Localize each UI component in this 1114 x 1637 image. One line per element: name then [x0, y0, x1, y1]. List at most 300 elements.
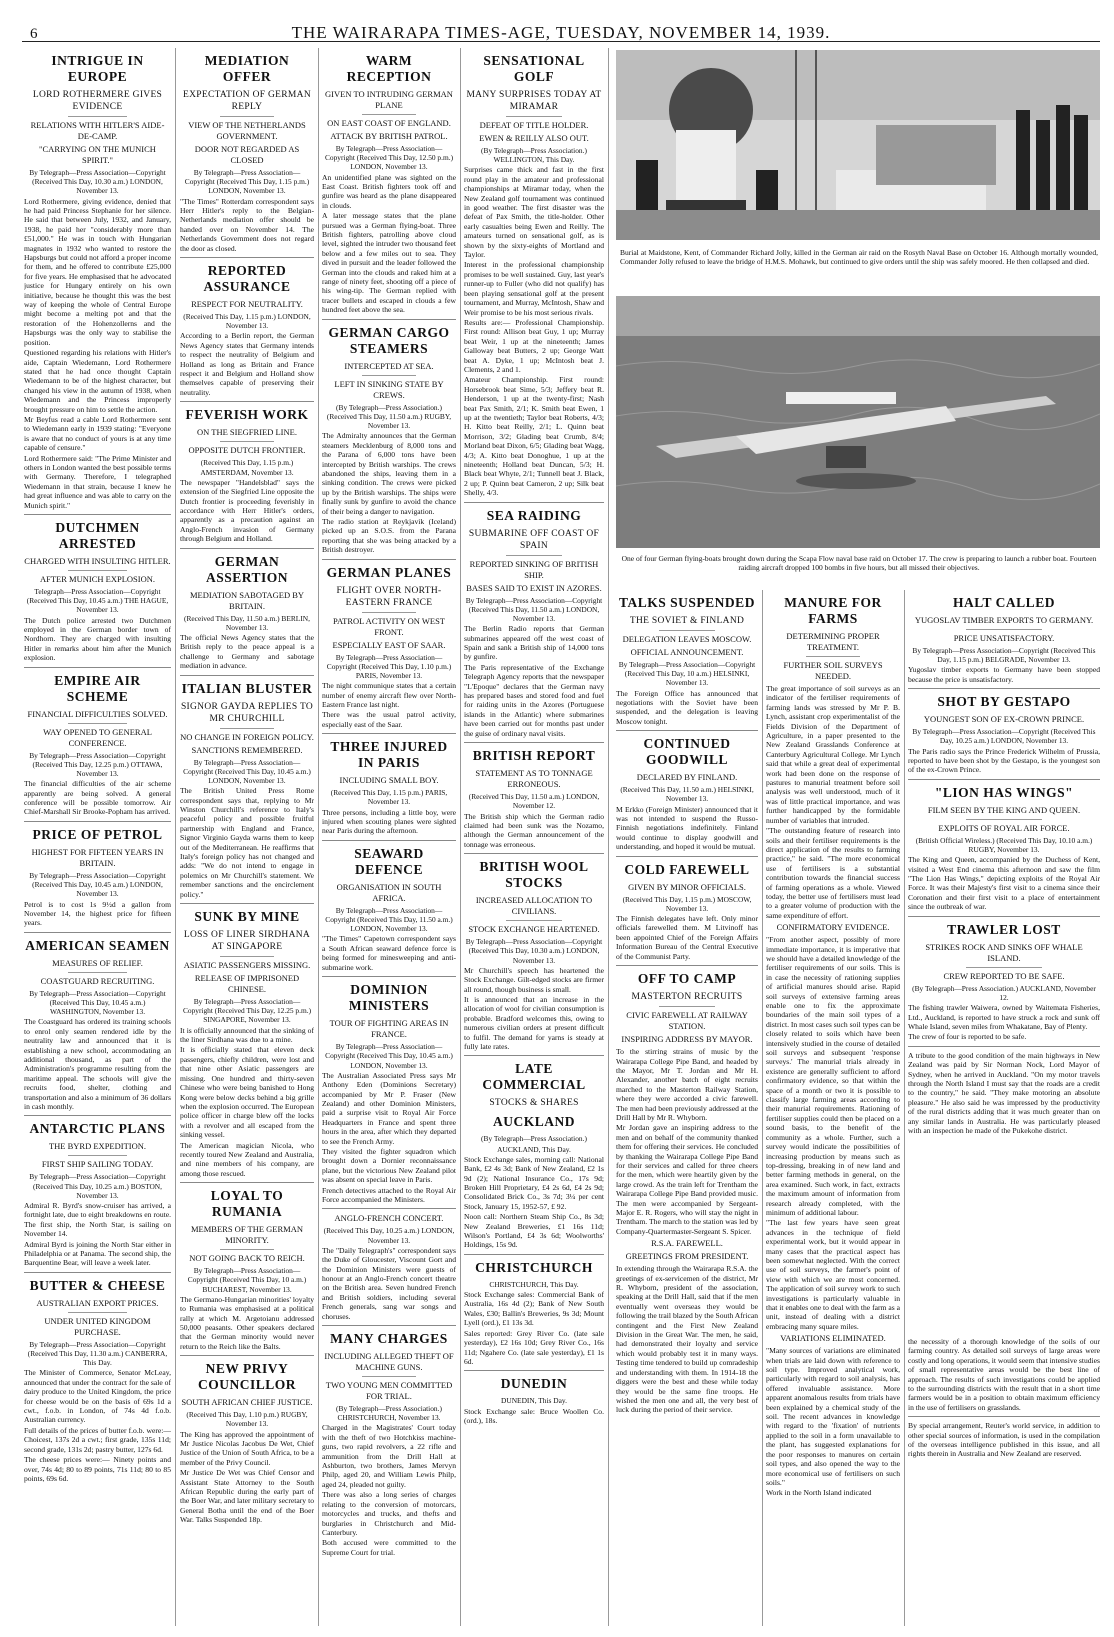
- deck: CREW REPORTED TO BE SAFE.: [943, 970, 1065, 981]
- column-1: [24, 48, 171, 1626]
- column-3: [322, 48, 456, 1626]
- funeral-photo: [616, 50, 1100, 240]
- dateline: (By Telegraph—Press Association.) CHRISTCHURCH, November 13.: [336, 1404, 442, 1423]
- body-paragraph: The Germano-Hungarian minorities' loyalty to Rumania was emphasised at a political rally at which M. Argetoianu addressed 50,000 peasants. Other speakers declared that the German minority would never return to the Reich like the Balts.: [180, 1294, 314, 1351]
- short-rule: [506, 555, 562, 556]
- dateline: By Telegraph—Press Association—Copyright (Received This Day, 1.15 p.m.) LONDON, November 13.: [184, 168, 310, 196]
- deck: VARIATIONS ELIMINATED.: [780, 1333, 886, 1344]
- headline: DUTCHMEN ARRESTED: [55, 520, 140, 552]
- dateline: By Telegraph—Press Association—Copyright (Received This Day, 12.25 p.m.) SINGAPORE, November 13.: [182, 997, 312, 1025]
- deck: CONFIRMATORY EVIDENCE.: [776, 922, 890, 933]
- article-divider: [464, 853, 604, 854]
- body-paragraph: The Minister of Commerce, Senator McLeay, announced that under the contract for the sale of dairy produce to the United Kingdom, the price for cheese would be on the basis of 69s 1d a cwt., f.o.b. in London, of 74s 4d f.o.b. Australian currency.: [24, 1368, 171, 1425]
- article-divider: [180, 675, 314, 676]
- dateline: (Received This Day, 1.15 p.m.) LONDON, November 13.: [183, 312, 311, 331]
- body-paragraph: The British United Press Rome correspondent says that, replying to Mr Winston Churchill's reference to Italy's peaceful policy and possible fruitful partnership with England and France, Signor Virginio Gayda warns them to keep out of the Mediterranean. He reaffirms that Italy's foreign policy has not changed and adds: "We do not intend to engage in polemics on Mr Churchill's statement. We remember sanctions and the encirclement policy.": [180, 786, 314, 899]
- dateline: (By Telegraph—Press Association.) WELLINGTON, This Day.: [481, 146, 587, 165]
- deck: FIRST SHIP SAILING TODAY.: [41, 1159, 154, 1170]
- deck: ATTACK BY BRITISH PATROL.: [330, 131, 448, 141]
- body-paragraph: The Finnish delegates have left. Only minor officials farewelled them. M Litvinoff has been appointed Chief of the Foreign Affairs Information Bureau of the Central Executive of the Communist Party.: [616, 914, 758, 961]
- body-paragraph: "The Times" Rotterdam correspondent says Herr Hitler's reply to the Belgian-Netherlands mediation offer should be handed over on November 14. The Netherlands Government does not regard the door as closed.: [180, 196, 314, 253]
- body-paragraph: Three persons, including a little boy, were injured when scouting planes were sighted near Paris during the afternoon.: [322, 807, 456, 836]
- body-paragraph: "The last few years have seen great advances in the technique of field experimental work, but it would appear in many cases that the practical aspect has been somewhat neglected. With the correct use of soil surveys, the farmer's point of view with which we are most concerned. The application of soil survey work to such investigations is particularly valuable in that it enables one to deal with the farm as a unit, instead of dealing with a district embracing many square miles.: [766, 1218, 900, 1331]
- body-paragraph: The fishing trawler Waiwera, owned by Waitemata Fisheries, Ltd., Auckland, is reported to have struck a rock and sunk off Whale Island, seven miles from Whakatane, Bay of Plenty.: [908, 1003, 1100, 1031]
- headline: ANTARCTIC PLANS: [29, 1121, 166, 1137]
- article-divider: [180, 1182, 314, 1183]
- body-paragraph: The Berlin Radio reports that German submarines appeared off the west coast of Spain and sank a British ship of 14,000 tons by gunfire.: [464, 624, 604, 662]
- short-rule: [220, 441, 274, 442]
- article-divider: [464, 742, 604, 743]
- headline: MANY CHARGES: [330, 1331, 448, 1347]
- masthead: [22, 12, 1100, 42]
- short-rule: [362, 1376, 416, 1377]
- headline: COLD FAREWELL: [624, 861, 750, 877]
- dateline: By Telegraph—Press Association—Copyright (Received This Day, 11.30 a.m.) CANBERRA, This Day.: [27, 1339, 168, 1368]
- dateline: (By Telegraph—Press Association.) (Received This Day, 11.50 a.m.) RUGBY, November 13.: [326, 402, 452, 431]
- dateline: By Telegraph—Press Association—Copyright (Received This Day, 11.50 a.m.) LONDON, November 13.: [325, 905, 453, 934]
- dateline: By Telegraph—Press Association—Copyright (Received This Day, 10.30 a.m.) LONDON, November 13.: [29, 168, 166, 196]
- body-paragraph: To the stirring strains of music by the Wairarapa College Pipe Band, and headed by the Mayor, Mr T. Jordan and Mr H. Alexander, another batch of eight recruits marched to the Masterton Railway Station, where they were accorded a civic farewell. The men had been previously addressed at the Drill Hall by Mr R. Whyborn.: [616, 1047, 758, 1122]
- deck: NOT GOING BACK TO REICH.: [189, 1253, 305, 1264]
- short-rule: [220, 956, 274, 957]
- article-divider: [180, 257, 314, 258]
- body-paragraph: Work in the North Island indicated: [766, 1488, 872, 1498]
- deck: INCLUDING ALLEGED THEFT OF MACHINE GUNS.: [324, 1351, 454, 1373]
- dateline: By Telegraph—Press Association—Copyright (Received This Day, 12.25 p.m.) OTTAWA, November 13.: [29, 750, 166, 779]
- deck: INCREASED ALLOCATION TO CIVILIANS.: [475, 895, 593, 917]
- dateline: By Telegraph—Press Association—Copyright (Received This Day, 12.50 p.m.) LONDON, November 13.: [324, 144, 454, 172]
- article-divider: [322, 1325, 456, 1326]
- short-rule: [659, 630, 716, 631]
- article-divider: [180, 548, 314, 549]
- short-rule: [362, 114, 416, 115]
- body-paragraph: The Foreign Office has announced that negotiations with the Soviet have been suspended, and the delegation is leaving Moscow tonight.: [616, 688, 758, 726]
- column-rule: [318, 48, 319, 1626]
- headline: EMPIRE AIR SCHEME: [54, 672, 141, 704]
- subheadline: STOCKS & SHARES: [489, 1098, 579, 1109]
- body-paragraph: The Admiralty announces that the German steamers Mecklenburg of 8,000 tons and the Parana of 6,000 tons have been intercepted by British warships. The crews abandoned the ships, leaving them in a sinking condition. The crews were picked up by the British warships. The ships were finally sunk by gunfire to avoid the chance of their being a danger to navigation.: [322, 431, 456, 516]
- article-divider: [616, 856, 758, 857]
- body-paragraph: The Coastguard has ordered its training schools to enrol only seamen rendered idle by the neutrality law and announced that it is establishing a new school, accommodating an additional thousand, as part of the Administration's programme resulting from the maritime appeal. The schools will give the recruits food, shelter, clothing and transportation and also a minimum of 36 dollars in cash monthly.: [24, 1017, 171, 1111]
- deck: WAY OPENED TO GENERAL CONFERENCE.: [43, 726, 152, 748]
- headline: REPORTED ASSURANCE: [203, 263, 291, 295]
- short-rule: [220, 728, 274, 729]
- column-2: [180, 48, 314, 1626]
- deck: COASTGUARD RECRUITING.: [40, 975, 155, 986]
- headline: INTRIGUE IN EUROPE: [51, 53, 144, 84]
- body-paragraph: The King has approved the appointment of Mr Justice Nicolas Jacobus De Wet, Chief Justice of the Union of South Africa, to be a member of the Privy Council.: [180, 1429, 314, 1467]
- article-divider: [322, 976, 456, 977]
- column-rule: [762, 590, 763, 1626]
- dateline: CHRISTCHURCH, This Day.: [489, 1279, 579, 1289]
- short-rule: [659, 1006, 716, 1007]
- column-rule: [904, 590, 905, 1626]
- body-paragraph: the necessity of a thorough knowledge of the soils of our farming country. As detailed soil surveys of large areas were costly and long operations, it would seem that intensive studies of small representative areas would be the best line of approach. The results of such investigations could be applied to the surrounding districts with the result that in a short time farmers would be in a position to obtain maximum efficiency in the use of fertilisers on grasslands.: [908, 1337, 1100, 1412]
- dateline: By Telegraph—Press Association—Copyright (Received This Day, 10.45 a.m.) WASHINGTON, November 13.: [29, 988, 166, 1017]
- deck: AUSTRALIAN EXPORT PRICES.: [36, 1297, 159, 1308]
- dateline: By Telegraph—Press Association—Copyright (Received This Day, 10.45 a.m.) LONDON, November 13.: [29, 870, 166, 899]
- column-5: [616, 590, 758, 1626]
- dateline: (Received This Day, 11.50 a.m.) LONDON, November 12.: [468, 792, 600, 811]
- body-paragraph: Stock Exchange sales: Commercial Bank of Australia, 16s 4d (2); Bank of New South Wales, £30; Ballin's Breweries, 9s 3d; Mount Lyell (ord.), £1 13s 3d.: [464, 1290, 604, 1328]
- body-paragraph: Mr Jordan gave an inspiring address to the men and on behalf of the community thanked them for offering their services. He concluded by thanking the Wairarapa College Pipe Band for their services and called for three cheers for the men, which were heartily given by the large crowd. As the train left for Trentham the Wairarapa College Pipe Band provided music. The men were accompanied by Sergeant-Major E. R. Rogers, who will stay the night in Trentham. The march to the station was led by Company-Quartermaster-Sergeant S. Spicer.: [616, 1123, 758, 1236]
- headline: SEAWARD DEFENCE: [354, 845, 424, 877]
- subheadline: SIGNOR GAYDA REPLIES TO MR CHURCHILL: [180, 701, 314, 724]
- body-paragraph: Surprises came thick and fast in the first round play in the amateur and professional championships at Miramar today, when the New Zealand golf tournament was continued in good weather. The first disaster was the defeat of Pax Smith, the title-holder. Other early casualties being Ewen and Reilly. The amateurs turned on sensational golf, as is shown by the sixty-eights of Mortland and Taylor.: [464, 165, 604, 260]
- headline: BRITISH REPORT: [472, 748, 596, 764]
- body-paragraph: The financial difficulties of the air scheme apparently are being solved. A general conference will be possible tomorrow. Air Chief-Marshall Sir Brooke-Popham has arrived.: [24, 779, 171, 817]
- dateline: DUNEDIN, This Day.: [501, 1396, 567, 1406]
- body-paragraph: Interest in the professional championship promises to be well sustained. Guy, last year's runner-up to Fuller (who did not qualify) has been playing sensational golf at the present tournament, and Murray, McIntosh, Shaw and Weir promise to be his most serious rivals.: [464, 260, 604, 317]
- deck: VIEW OF THE NETHERLANDS GOVERNMENT.: [188, 120, 306, 141]
- body-paragraph: Questioned regarding his relations with Hitler's aide, Captain Wiedemann, Lord Rothermere stated that he had once thought Captain Wiedemann to be of the highest character, but changed his view in the autumn of 1938, when Wiedemann and the Princess improperly brought pressure on him to settle the action.: [24, 348, 171, 414]
- deck: EWEN & REILLY ALSO OUT.: [479, 133, 589, 143]
- deck: RESPECT FOR NEUTRALITY.: [191, 299, 303, 310]
- funeral-photo-caption: Burial at Maidstone, Kent, of Commander Richard Jolly, killed in the German air raid on the Rosyth Naval Base on October 16. Although mortally wounded, Commander Jolly refused to leave the bridge of H.M.S. Mohawk, but continued to give orders until the ship was safely moored. He then collapsed and died.: [620, 248, 1098, 267]
- headline: LATE COMMERCIAL: [482, 1061, 586, 1093]
- headline: SUNK BY MINE: [194, 909, 300, 925]
- body-paragraph: Amateur Championship. First round: Horsebrook beat Sime, 5/3; Jeffery beat R. Henderson, 1 up at the twenty-first; Nash beat Pax Smith, 2/1; K. Smith beat Ewen, 1 up at the twentieth; Taylor beat Roberts, 4/3; H. Kitto beat Reilly, 2/1; L. Quinn beat Morrison, 3/2; Glading beat Crumb, 8/4; Morland beat Dixon, 6/5; Glading beat Wagg, 4/3; A. Kitto beat Donoghue, 1 up at the nineteenth; Holland beat Duncan, 5/3; H. Black beat Whyte, 2/1; Tunnell beat J. Black, 2 up; P. Quinn beat Cameron, 2 up; Silk beat Shelly, 4/3.: [464, 375, 604, 498]
- deck: "CARRYING ON THE MUNICH SPIRIT.": [39, 144, 156, 165]
- page-number: 6: [30, 26, 38, 42]
- body-paragraph: Noon call: Northern Steam Ship Co., 8s 3d; New Zealand Breweries, £1 16s 11d; Wilson's Portland, £4 3s 6d; Woolworths' Holdings, 15s 9d.: [464, 1212, 604, 1250]
- body-paragraph: Charged in the Magistrates' Court today with the theft of two Hotchkiss machine-guns, two rapid revolvers, a 22 rifle and ammunition from the Drill Hall at Ashburton, two brothers, James Mervyn Philp, aged 20, and William Lewis Philp, aged 24, pleaded not guilty.: [322, 1423, 456, 1489]
- deck: MEMBERS OF THE GERMAN MINORITY.: [190, 1224, 303, 1246]
- article-divider: [464, 1370, 604, 1371]
- subheadline: MASTERTON RECRUITS: [631, 992, 743, 1003]
- headline: NEW PRIVY COUNCILLOR: [197, 1361, 296, 1393]
- body-paragraph: Lord Rothermere, giving evidence, denied that he had paid Princess Stephanie for her silence. He said that between July, 1932, and January, 1938, he paid her "considerably more than £51,000." He was in touch with Hungarian magnates in 1932 who wanted to restore the Hapsburgs but could not afford a proper income for them, and he offered to contribute £25,000 for five years. He emphasised that he advocated justice for Hungary entirely on his own initiative, because he thought this was the best way of keeping the whole of Central Europe might become a melting pot and that the restoration of the Hohenzollerns and the Hapsburgs was the only way to stabilise the position.: [24, 196, 171, 347]
- dateline: By Telegraph—Press Association—Copyright (Received This Day, 10.25 a.m.) BOSTON, November 13.: [29, 1172, 166, 1200]
- dateline: (Received This Day, 1.15 p.m.) MOSCOW, November 13.: [622, 894, 752, 913]
- deck: DETERMINING PROPER TREATMENT.: [786, 631, 880, 652]
- article-divider: [24, 1115, 171, 1116]
- dateline: By Telegraph—Press Association—Copyright (Received This Day, 1.10 p.m.) PARIS, November 13.: [326, 652, 452, 680]
- body-paragraph: French detectives attached to the Royal Air Force accompanied the Ministers.: [322, 1185, 456, 1204]
- deck: R.S.A. FAREWELL.: [651, 1238, 723, 1249]
- body-paragraph: "From another aspect, possibly of more immediate importance, it is imperative that we should have a detailed knowledge of the fertiliser requirements of our soils. This is in case the necessity of rationing supplies of artificial manures should arise. Rapid soil surveys of extensive farming areas enable one to fix the approximate boundaries of the main soil types of a district. In most cases such soil types can be closely related to soils which have been intensively studied in the course of detailed soil surveys and subsequent 'response surveys.' The manurial trials already in existence are generally sufficient to afford confirmatory evidence, so that within the space of a month or two it is possible to classify large farming areas according to their manurial requirements. Rationing of fertiliser supplies could then be placed on a sound basis, to the benefit of the community as a whole. Further, such a survey would indicate the possibilities of increasing production by means such as top-dressing, breaking in of new land and better farming methods in general, on the area examined. Such work, in fact, extracts the maximum amount of information from research already completed, with the minimum of additional labour.: [766, 935, 900, 1217]
- body-paragraph: The King and Queen, accompanied by the Duchess of Kent, visited a West End cinema this afternoon and saw the film "The Lion Has Wings," depicting exploits of the Royal Air Force. It was their Majesty's first visit to a cinema since their Coronation and their first visit to a place of entertainment since the outbreak of war.: [908, 855, 1100, 912]
- body-paragraph: A tribute to the good condition of the main highways in New Zealand was paid by Sir Norman Nock, Lord Mayor of Sydney, when he arrived in Auckland. "On my motor travels through the North Island I must say that the roads are a credit to the country," he said. "They make motoring an absolute pleasure." He also said he was impressed by the productivity of the rural districts adding that it was much greater than on any similar lands in Australia. He was particularly pleased with an inspection he made of the Pukekohe district.: [908, 1050, 1100, 1135]
- subheadline: SUBMARINE OFF COAST OF SPAIN: [468, 528, 600, 551]
- body-paragraph: The "Daily Telegraph's" correspondent says the Duke of Gloucester, Viscount Gort and the Dominion Ministers were guests of honour at an Anglo-French concert theatre on the British area. Seven hundred French and British soldiers, including several French generals, sang war songs and choruses.: [322, 1245, 456, 1321]
- article-divider: [180, 903, 314, 904]
- column-rule: [460, 48, 461, 1626]
- article-divider: [24, 514, 171, 515]
- deck: ON EAST COAST OF ENGLAND.: [327, 118, 451, 128]
- dateline: By Telegraph—Press Association—Copyright (Received This Day, 1.15 p.m.) BELGRADE, November 13.: [912, 646, 1096, 665]
- deck: MEDIATION SABOTAGED BY BRITAIN.: [189, 589, 305, 611]
- article-divider: [322, 559, 456, 560]
- deck: THE BYRD EXPEDITION.: [48, 1141, 147, 1152]
- headline: AMERICAN SEAMEN: [25, 937, 170, 953]
- headline: LOYAL TO RUMANIA: [210, 1188, 284, 1220]
- body-paragraph: The night communique states that a certain number of enemy aircraft flew over North-Eastern France last night.: [322, 681, 456, 710]
- body-paragraph: Yugoslav timber exports to Germany have been stopped because the price is unsatisfactory.: [908, 665, 1100, 684]
- headline: HALT CALLED: [953, 595, 1055, 610]
- body-paragraph: Sales reported: Grey River Co. (late sale yesterday), £2 16s 10d; Grey River Co., 16s 11d; Ngahere Co. (late sale yesterday), £1 1s 6d.: [464, 1328, 604, 1366]
- body-paragraph: The cheese prices were:— Ninety points and over, 74s 4d; 80 to 89 points, 71s 11d; 80 to 85 points, 69s 6d.: [24, 1455, 171, 1483]
- headline: BUTTER & CHEESE: [29, 1277, 166, 1293]
- deck: ORGANISATION IN SOUTH AFRICA.: [336, 881, 442, 903]
- deck: PATROL ACTIVITY ON WEST FRONT.: [333, 615, 445, 637]
- deck: GREETINGS FROM PRESIDENT.: [625, 1251, 749, 1262]
- article-divider: [322, 840, 456, 841]
- deck: RELATIONS WITH HITLER'S AIDE-DE-CAMP.: [30, 120, 165, 141]
- body-paragraph: The Paris representative of the Exchange Telegraph Agency reports that the newspaper "L'Epoque" declares that the German navy has prepared bases and stored food and fuel for raiding units in the Azores (Portuguese islands in the Atlantic) where submarines have been carried out for months past under the guise of ordinary naval visits.: [464, 662, 604, 738]
- body-paragraph: The Dutch police arrested two Dutchmen employed in the German border town of Nordhorn. They are charged with insulting Hitler in remarks about him after the Munich explosion.: [24, 615, 171, 663]
- body-paragraph: They visited the fighter squadron which brought down a Dornier reconnaissance plane, but the victorious New Zealand pilot was absent on special leave in Paris.: [322, 1146, 456, 1185]
- deck: SANCTIONS REMEMBERED.: [191, 744, 303, 755]
- deck: INCLUDING SMALL BOY.: [339, 775, 439, 786]
- deck: LEFT IN SINKING STATE BY CREWS.: [334, 378, 444, 400]
- column-rule: [175, 48, 176, 1626]
- deck: BASES SAID TO EXIST IN AZORES.: [466, 582, 602, 593]
- body-paragraph: Lord Rothermere said: "The Prime Minister and others in London wanted the best possible terms with Germany. Therefore, I telegraphed Wiedemann in that strain, because I knew he had great influence and was able to carry on the Munich spirit.": [24, 453, 171, 510]
- deck: REPORTED SINKING OF BRITISH SHIP.: [469, 558, 599, 580]
- subheadline: LOSS OF LINER SIRDHANA AT SINGAPORE: [183, 930, 311, 953]
- article-divider: [322, 733, 456, 734]
- short-rule: [68, 972, 127, 973]
- deck: TWO YOUNG MEN COMMITTED FOR TRIAL.: [325, 1380, 453, 1402]
- short-rule: [220, 116, 274, 117]
- headline: CHRISTCHURCH: [475, 1259, 593, 1275]
- dateline: By Telegraph—Press Association—Copyright (Received This Day, 10.25 a.m.) LONDON, November 13.: [912, 727, 1096, 746]
- headline: BRITISH WOOL STOCKS: [479, 859, 589, 891]
- body-paragraph: It is announced that an increase in the allocation of wool for civilian consumption is probable. Bradford welcomes this, owing to numerous civilian orders at present difficult to fulfil. The demand for yarns is steady at fully late rates.: [464, 994, 604, 1051]
- subheadline: LORD ROTHERMERE GIVES EVIDENCE: [32, 90, 163, 112]
- deck: RELEASE OF IMPRISONED CHINESE.: [194, 973, 300, 995]
- dateline: By Telegraph—Press Association—Copyright (Received This Day, 10 a.m.) HELSINKI, November 13.: [618, 660, 756, 688]
- short-rule: [362, 375, 416, 376]
- dateline: (British Official Wireless.) (Received This Day, 10.10 a.m.) RUGBY, November 13.: [915, 835, 1093, 855]
- short-rule: [966, 819, 1043, 820]
- headline: GERMAN CARGO STEAMERS: [328, 324, 450, 356]
- body-paragraph: Mr Churchill's speech has heartened the Stock Exchange. Gilt-edged stocks are firmer all round, though business is small.: [464, 965, 604, 994]
- deck: ON THE SIEGFRIED LINE.: [197, 427, 297, 438]
- article-divider: [464, 502, 604, 503]
- subheadline: FLIGHT OVER NORTH-EASTERN FRANCE: [336, 585, 442, 608]
- short-rule: [68, 723, 127, 724]
- funeral-photo-image: [616, 50, 1100, 240]
- headline: TALKS SUSPENDED: [619, 595, 755, 610]
- deck: DOOR NOT REGARDED AS CLOSED: [194, 144, 300, 165]
- deck: PRICE UNSATISFACTORY.: [953, 633, 1055, 643]
- deck: INSPIRING ADDRESS BY MAYOR.: [621, 1034, 753, 1045]
- article-divider: [908, 688, 1100, 689]
- column-7-continued: [908, 1336, 1100, 1626]
- body-paragraph: The Australian Associated Press says Mr Anthony Eden (Dominions Secretary) accompanied by Mr P. Fraser (New Zealand) and other Dominion Ministers, paid a surprise visit to Royal Air Force Headquarters in France and spent three hours in the area, after which they departed to see the French Army.: [322, 1070, 456, 1146]
- short-rule: [362, 612, 416, 613]
- body-paragraph: Stock Exchange sale: Bruce Woollen Co. (ord.), 18s.: [464, 1406, 604, 1425]
- article-divider: [322, 1208, 456, 1209]
- body-paragraph: Petrol is to cost 1s 9½d a gallon from November 14, the highest price for fifteen years.: [24, 899, 171, 928]
- headline: GERMAN PLANES: [326, 564, 452, 580]
- headline: SEA RAIDING: [486, 507, 582, 523]
- body-paragraph: The great importance of soil surveys as an indicator of the fertiliser requirements of farming lands was stressed by Mr P. B. Lynch, assistant crop experimentalist of the Fields Division of the Department of Agriculture, in a paper presented to the New Zealand Grasslands Conference at Canterbury Agricultural College. Mr Lynch said that while a great deal of experimental work had been done on the response of pastures to manurial treatment before soil analysis was well understood, much of it was of little practical importance, and was further handicapped by the formidable number of variables that intruded.: [766, 684, 900, 825]
- short-rule: [506, 116, 562, 117]
- body-paragraph: Admiral R. Byrd's snow-cruiser has arrived, a fortnight late, due to eight breakdowns en route. The first ship, the North Star, is sailing on November 14.: [24, 1201, 171, 1239]
- headline: CONTINUED GOODWILL: [643, 736, 731, 768]
- body-paragraph: The official News Agency states that the British reply to the peace appeal is a challenge to Germany and sabotage mediation in advance.: [180, 632, 314, 671]
- short-rule: [966, 629, 1043, 630]
- headline: ITALIAN BLUSTER: [181, 680, 313, 696]
- short-rule: [506, 920, 562, 921]
- body-paragraph: The crew of four is reported to be safe.: [908, 1032, 1027, 1042]
- headline: OFF TO CAMP: [637, 971, 737, 987]
- deck: EXPLOITS OF ROYAL AIR FORCE.: [938, 822, 1070, 833]
- dateline: By Telegraph—Press Association—Copyright (Received This Day, 10.30 a.m.) LONDON, November 13.: [465, 937, 603, 965]
- headline: SHOT BY GESTAPO: [937, 694, 1071, 710]
- body-paragraph: Mr Beyfus read a cable Lord Rothermere sent to Wiedemann early in 1939 stating: "Everyone is aware that no conduct of yours is at any time capable of censure.": [24, 414, 171, 453]
- dateline: (Received This Day, 10.25 a.m.) LONDON, November 13.: [323, 1226, 455, 1245]
- flying-boat-photo: [616, 296, 1100, 548]
- dateline: (Received This Day, 1.10 p.m.) RUGBY, November 13.: [186, 1410, 308, 1429]
- headline: MANURE FOR FARMS: [784, 595, 882, 626]
- article-divider: [908, 1046, 1100, 1047]
- body-paragraph: It is officially stated that eleven deck passengers, chiefly children, were lost and that nine other Asiatic passengers are missing. One hundred and thirty-seven Chinese who were being banished to Hong Kong were below decks behind a big grille when the explosion occurred. The European police officer in charge blew off the locks with a revolver and all escaped from the sinking vessel.: [180, 1045, 314, 1140]
- headline: GERMAN ASSERTION: [205, 553, 289, 585]
- deck: GIVEN TO INTRUDING GERMAN PLANE: [325, 89, 453, 110]
- article-divider: [180, 401, 314, 402]
- body-paragraph: According to a Berlin report, the German News Agency states that Germany intends to respect the neutrality of Belgium and Holland as long as Britain and France respect it and Belgium and Holland show themselves capable of preserving their neutrality.: [180, 331, 314, 397]
- deck: STRIKES ROCK AND SINKS OFF WHALE ISLAND.: [925, 941, 1083, 963]
- body-paragraph: Mr Justice De Wet was Chief Censor and Assistant State Attorney to the South African Republic during the early part of the Boer War, and later military secretary to General Botha until the end of the Boer War. Talks Suspended 18p.: [180, 1468, 314, 1525]
- subheadline: THE SOVIET & FINLAND: [629, 616, 745, 626]
- body-paragraph: "Many sources of variations are eliminated when trials are laid down with reference to soil type. Improved analytical work, particularly with regard to soil analysis, has offered invaluable assistance. More apparent anomalous results from trials have been explained by a chemical study of the soil. The recent advances in knowledge with regard to the 'fixation' of nutrients applied to the soil in a form unavailable to the plant, has suggested explanations for the poor responses to manures on certain soil types, and also opened the way to the more economical use of fertilisers on such soils.": [766, 1346, 900, 1487]
- article-divider: [322, 319, 456, 320]
- body-paragraph: Both accused were committed to the Supreme Court for trial.: [322, 1538, 456, 1557]
- body-paragraph: There was also a long series of charges relating to the conversion of motorcars, motorcycles and trucks, and thefts and burglaries in Christchurch and Mid-Canterbury.: [322, 1490, 456, 1537]
- deck: OPPOSITE DUTCH FRONTIER.: [188, 445, 306, 456]
- headline: TRAWLER LOST: [947, 921, 1061, 937]
- article-divider: [616, 965, 758, 966]
- body-paragraph: "The outstanding feature of research into soils and their fertiliser requirements is the direct application of the results to farming practice," he said. "The more economical use of fertilisers is a substantial contribution towards the financial success of farming operations as a whole. Viewed today, the better use of fertilisers must lead to a greater volume of production with the same expenditure of effort.: [766, 826, 900, 920]
- short-rule: [68, 1155, 127, 1156]
- article-divider: [24, 667, 171, 668]
- dateline: By Telegraph—Press Association—Copyright (Received This Day, 11.50 a.m.) LONDON, November 13.: [465, 595, 603, 624]
- article-divider: [24, 821, 171, 822]
- column-7: [908, 590, 1100, 1332]
- body-paragraph: The Paris radio says the Prince Frederick Wilhelm of Prussia, reported to have been shot by the Gestapo, is the youngest son of the ex-Crown Prince.: [908, 746, 1100, 775]
- article-divider: [616, 730, 758, 731]
- headline: WARM RECEPTION: [346, 53, 432, 84]
- headline: DOMINION MINISTERS: [348, 982, 430, 1014]
- flying-boat-image: [616, 296, 1100, 548]
- short-rule: [68, 570, 127, 571]
- subheadline: MANY SURPRISES TODAY AT MIRAMAR: [466, 90, 602, 112]
- article-divider: [908, 1416, 1100, 1417]
- article-divider: [464, 1055, 604, 1056]
- article-divider: [908, 916, 1100, 917]
- deck: FURTHER SOIL SURVEYS NEEDED.: [783, 660, 883, 681]
- deck: CIVIC FAREWELL AT RAILWAY STATION.: [626, 1010, 748, 1032]
- body-paragraph: The newspaper "Handelsblad" says the extension of the Siegfried Line opposite the Dutch frontier is proceeding feverishly in accordance with Herr Hitler's orders, apparently as a precaution against an Anglo-French invasion of Germany through Belgium and Holland.: [180, 477, 314, 544]
- body-paragraph: M Erkko (Foreign Minister) announced that it was not intended to suspend the Russo-Finnish negotiations indefinitely. Finland would continue to display goodwill and understanding, and hoped it would be mutual.: [616, 804, 758, 852]
- deck: ASIATIC PASSENGERS MISSING.: [183, 960, 311, 971]
- body-paragraph: It is officially announced that the sinking of the liner Sirdhana was due to a mine.: [180, 1025, 314, 1045]
- deck: FILM SEEN BY THE KING AND QUEEN.: [927, 804, 1081, 815]
- dateline: By Telegraph—Press Association—Copyright (Received This Day, 10 a.m.) BUCHAREST, November 13.: [187, 1266, 307, 1294]
- deck: STOCK EXCHANGE HEARTENED.: [468, 924, 600, 935]
- headline: SENSATIONAL GOLF: [483, 53, 585, 84]
- deck: OFFICIAL ANNOUNCEMENT.: [630, 647, 744, 657]
- body-paragraph: There was the usual patrol activity, especially east of the Saar.: [322, 710, 456, 729]
- dateline: Telegraph—Press Association—Copyright (Received This Day, 10.45 a.m.) THE HAGUE, November 13.: [26, 587, 169, 615]
- deck: FINANCIAL DIFFICULTIES SOLVED.: [27, 708, 168, 719]
- deck: INTERCEPTED AT SEA.: [344, 360, 434, 371]
- dateline: (By Telegraph—Press Association.): [481, 1134, 587, 1144]
- flying-boat-photo-caption: One of four German flying-boats brought down during the Scapa Flow naval base raid on October 17. The crew is preparing to launch a rubber boat. Fourteen raiding aircraft dropped 100 bombs in five hours, but all missed their objectives.: [621, 554, 1097, 573]
- article-divider: [24, 932, 171, 933]
- deck: DELEGATION LEAVES MOSCOW.: [622, 634, 752, 644]
- body-paragraph: By special arrangement, Reuter's world service, in addition to other special sources of information, is used in the compilation of the overseas intelligence published in this issue, and all rights therein in Australia and New Zealand are reserved.: [908, 1421, 1100, 1459]
- dateline: By Telegraph—Press Association—Copyright (Received This Day, 10.45 a.m.) LONDON, November 13.: [183, 757, 311, 785]
- deck: GIVEN BY MINOR OFFICIALS.: [628, 881, 746, 892]
- dateline: (Received This Day, 1.15 p.m.) PARIS, November 13.: [330, 788, 448, 807]
- subheadline: EXPECTATION OF GERMAN REPLY: [183, 90, 311, 112]
- column-6: [766, 590, 900, 1626]
- body-paragraph: The American magician Nicola, who recently toured New Zealand and Australia, and nine members of his company, are among those rescued.: [180, 1140, 314, 1178]
- headline: "LION HAS WINGS": [934, 784, 1074, 800]
- headline: PRICE OF PETROL: [32, 826, 163, 842]
- headline: FEVERISH WORK: [185, 407, 309, 423]
- short-rule: [220, 1249, 274, 1250]
- deck: HIGHEST FOR FIFTEEN YEARS IN BRITAIN.: [31, 846, 164, 868]
- deck: YOUNGEST SON OF EX-CROWN PRINCE.: [923, 714, 1085, 725]
- deck: YUGOSLAV TIMBER EXPORTS TO GERMANY.: [914, 615, 1094, 625]
- deck: AFTER MUNICH EXPLOSION.: [40, 574, 155, 585]
- article-divider: [180, 1355, 314, 1356]
- body-paragraph: The radio station at Reykjavik (Iceland) picked up an S.O.S. from the Parana reporting that she was being attacked by a British destroyer.: [322, 516, 456, 555]
- deck: DEFEAT OF TITLE HOLDER.: [479, 120, 589, 130]
- dateline: (Received This Day, 1.15 p.m.) AMSTERDAM, November 13.: [200, 458, 294, 477]
- short-rule: [966, 967, 1043, 968]
- dateline: (Received This Day, 11.50 a.m.) HELSINKI, November 13.: [620, 785, 754, 804]
- body-paragraph: A later message states that the plane pursued was a German flying-boat. Three British fighters, patrolling above cloud level, sighted the intruder two thousand feet below and a few miles out to sea. They dived in pursuit and the leader followed the German into the clouds and raked him at a range of ninety feet, shooting off a piece of his wing-tip. The German replied with tracer bullets and escaped in clouds a few hundred feet above the sea.: [322, 211, 456, 315]
- body-paragraph: Results are:— Professional Championship. First round: Allison beat Guy, 1 up; Murray beat Weir, 1 up at the nineteenth; James Galloway beat Butters, 2 up; George Watt beat A. Dyke, 1 up; McIntosh beat J. Clements, 2 and 1.: [464, 317, 604, 374]
- body-paragraph: Full details of the prices of butter f.o.b. were:—Choicest, 137s 2d a cwt.; first grade, 135s 11d; second grade, 131s 2d; pastry butter, 127s 6d.: [24, 1425, 171, 1454]
- deck: ESPECIALLY EAST OF SAAR.: [332, 639, 446, 650]
- body-paragraph: An unidentified plane was sighted on the East Coast. British fighters took off and gunfire was heard as the plane disappeared in clouds.: [322, 172, 456, 210]
- dateline: AUCKLAND, This Day.: [497, 1144, 571, 1154]
- deck: MEASURES OF RELIEF.: [52, 957, 143, 968]
- article-divider: [24, 1272, 171, 1273]
- column-4: [464, 48, 604, 1626]
- short-rule: [806, 656, 860, 657]
- article-divider: [908, 779, 1100, 780]
- deck: NO CHANGE IN FOREIGN POLICY.: [180, 731, 314, 742]
- deck: ANGLO-FRENCH CONCERT.: [334, 1213, 444, 1224]
- short-rule: [68, 116, 127, 117]
- deck: CHARGED WITH INSULTING HITLER.: [24, 556, 171, 567]
- body-paragraph: Stock Exchange sales, morning call: National Bank, £2 4s 3d; Bank of New Zealand, £2 1s 9d (2); National Insurance Co., 17s 9d; Broken Hill Proprietary, £4 2s 6d, £4 2s 9d; Consolidated Brick Co., 3s 7d; 3¼ per cent Stock, January 15, 1952-57, £ 92.: [464, 1154, 604, 1211]
- headline: THREE INJURED IN PARIS: [330, 739, 448, 771]
- deck: UNDER UNITED KINGDOM PURCHASE.: [44, 1315, 151, 1337]
- deck: SOUTH AFRICAN CHIEF JUSTICE.: [181, 1397, 313, 1408]
- headline: DUNEDIN: [500, 1376, 568, 1392]
- deck: TOUR OF FIGHTING AREAS IN FRANCE.: [329, 1018, 449, 1040]
- headline: AUCKLAND: [492, 1114, 575, 1130]
- short-rule: [68, 1312, 127, 1313]
- dateline: (By Telegraph—Press Association.) AUCKLAND, November 12.: [912, 983, 1096, 1002]
- body-paragraph: "The Times" Capetown correspondent says a South African seaward defence force is being formed for minesweeping and anti-submarine work.: [322, 934, 456, 972]
- deck: DECLARED BY FINLAND.: [636, 772, 738, 783]
- body-paragraph: The British ship which the German radio claimed had been sunk was the Nozamo, although the German announcement of the tonnage was erroneous.: [464, 811, 604, 849]
- column-rule: [608, 48, 609, 1626]
- article-divider: [464, 1254, 604, 1255]
- body-paragraph: In extending through the Wairarapa R.S.A. the greetings of ex-servicemen of the district, Mr R. Whyborn, president of the association, speaking at the Drill Hall, said that if the men eventually went overseas they would be following the trail blazed by the South African contingent and the First New Zealand Division in the Great War. The men, he said, had demonstrated their loyalty and service which would probably test it in many ways. Testing time tendered to build up comradeship and understanding with them. In 1914-18 the diggers were the best and these while today they would be the same fine troops. He wished the men one and all, the very best of luck during the period of their service.: [616, 1264, 758, 1415]
